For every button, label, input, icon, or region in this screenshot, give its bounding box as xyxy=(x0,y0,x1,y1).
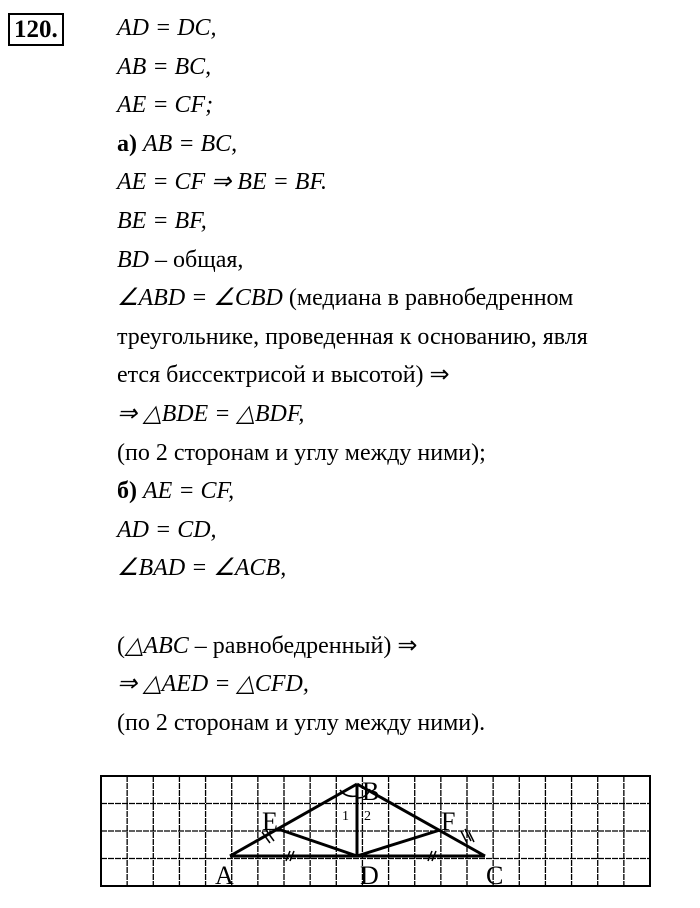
math-expression: ∠ABD = ∠CBD xyxy=(117,285,283,312)
text-segment: треугольнике, проведенная к основанию, явля xyxy=(117,323,588,350)
text-segment: ется биссектрисой и высотой) ⇒ xyxy=(117,362,450,389)
label-d: D xyxy=(360,861,379,890)
problem-number: 120. xyxy=(8,13,64,46)
math-expression: AE = CF, xyxy=(137,478,235,505)
angle-label-1: 1 xyxy=(342,809,349,824)
label-f: F xyxy=(441,807,456,836)
part-label: б) xyxy=(117,478,137,505)
math-expression: AB = BC, xyxy=(117,53,212,80)
math-expression: AE = CF ⇒ BE = BF. xyxy=(117,169,328,196)
text-segment: – равнобедренный) ⇒ xyxy=(188,632,418,659)
text-segment: (медиана в равнобедренном xyxy=(282,285,574,312)
math-expression: AB = BC, xyxy=(137,130,238,157)
math-expression: AD = CD, xyxy=(117,516,217,543)
math-expression: △ABC xyxy=(125,632,189,659)
math-expression: AD = DC, xyxy=(117,15,217,41)
math-expression: BE = BF, xyxy=(117,207,207,234)
math-expression: ⇒ △AED = △CFD, xyxy=(117,671,309,698)
text-segment: (по 2 сторонам и углу между ними); xyxy=(117,439,486,466)
math-expression: ∠BAD = ∠ACB, xyxy=(117,555,287,582)
math-expression: AE = CF; xyxy=(117,92,214,119)
segment-fd xyxy=(357,830,440,856)
segment-ab xyxy=(230,784,357,856)
text-segment: ( xyxy=(117,632,125,659)
math-expression: ⇒ △BDE = △BDF, xyxy=(117,400,305,427)
part-label: а) xyxy=(117,130,137,157)
label-e: E xyxy=(262,807,278,836)
angle-label-2: 2 xyxy=(364,809,371,824)
math-expression: BD xyxy=(117,246,149,273)
label-c: C xyxy=(486,861,504,890)
label-a: A xyxy=(215,861,234,890)
text-segment: – общая, xyxy=(149,246,244,273)
text-segment: (по 2 сторонам и углу между ними). xyxy=(117,709,486,736)
label-b: B xyxy=(362,777,380,806)
